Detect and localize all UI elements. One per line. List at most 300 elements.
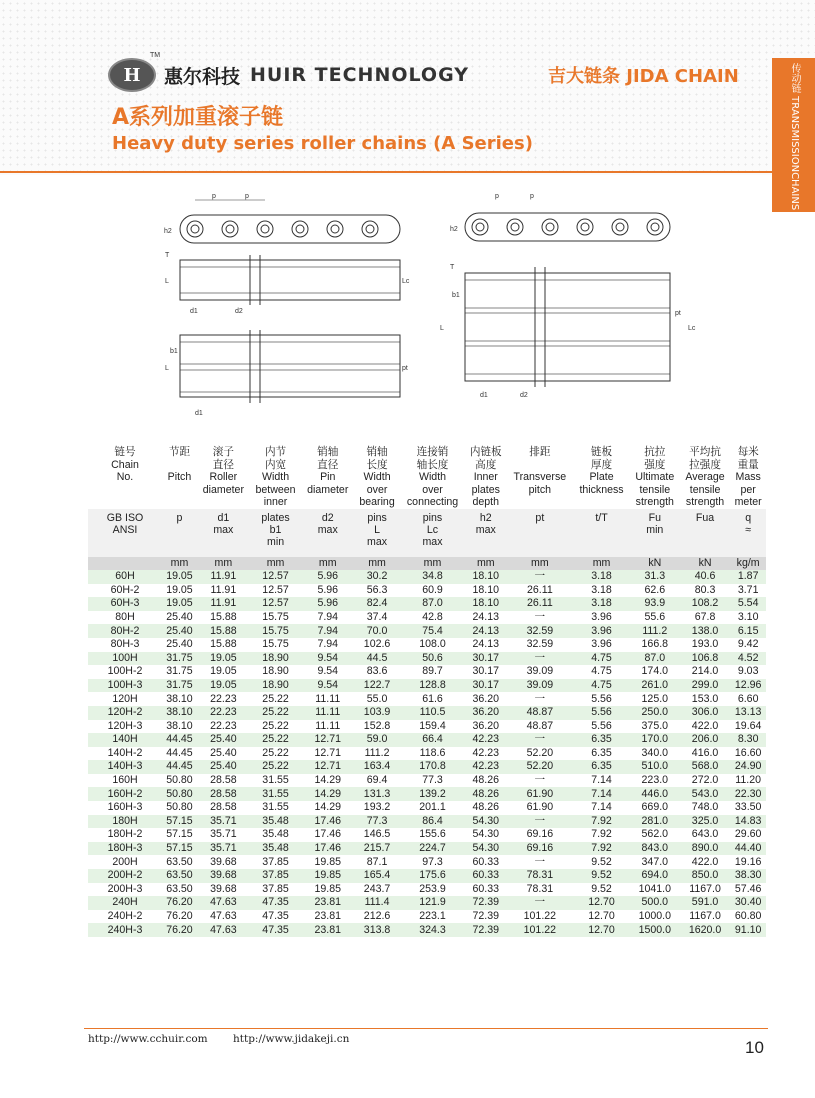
table-cell: 1041.0	[630, 883, 680, 897]
table-cell: 57.15	[162, 842, 197, 856]
label-Lc: Lc	[688, 325, 696, 332]
table-cell: 25.22	[250, 720, 301, 734]
side-view-right	[450, 193, 670, 241]
table-cell: 38.10	[162, 706, 197, 720]
table-cell: 47.35	[250, 910, 301, 924]
table-cell: 120H	[88, 692, 162, 706]
table-header-row	[88, 446, 766, 509]
table-cell: 17.46	[301, 828, 354, 842]
table-cell: 25.22	[250, 747, 301, 761]
label-Lc: Lc	[402, 278, 410, 285]
table-cell: 47.63	[197, 910, 250, 924]
table-cell: 72.39	[465, 923, 506, 937]
table-cell: 100H-3	[88, 679, 162, 693]
table-cell: 5.54	[730, 597, 766, 611]
table-cell: 链号 Chain No.	[88, 446, 162, 509]
table-cell: 224.7	[400, 842, 465, 856]
brand-name-cn: 惠尔科技	[164, 65, 241, 88]
table-row	[88, 801, 766, 815]
table-cell: 一	[506, 815, 573, 829]
table-cell: 25.40	[162, 624, 197, 638]
table-cell: 206.0	[680, 733, 731, 747]
table-cell: 78.31	[506, 883, 573, 897]
table-cell: 165.4	[354, 869, 400, 883]
table-cell: 174.0	[630, 665, 680, 679]
table-cell: 180H	[88, 815, 162, 829]
table-cell: 57.15	[162, 828, 197, 842]
table-cell: 4.75	[573, 652, 630, 666]
table-cell: 200H-2	[88, 869, 162, 883]
table-cell: 54.30	[465, 828, 506, 842]
table-cell: 47.63	[197, 923, 250, 937]
table-cell: 28.58	[197, 787, 250, 801]
table-cell: 35.71	[197, 828, 250, 842]
table-cell: 一	[506, 570, 573, 584]
table-cell: kN	[680, 557, 731, 570]
table-cell: 一	[506, 774, 573, 788]
table-cell: 78.31	[506, 869, 573, 883]
table-cell: 11.11	[301, 692, 354, 706]
trademark-mark: TM	[150, 52, 161, 59]
table-cell: 9.54	[301, 652, 354, 666]
table-cell: 42.23	[465, 733, 506, 747]
table-cell: 60H	[88, 570, 162, 584]
table-cell: 38.10	[162, 692, 197, 706]
table-cell: mm	[400, 557, 465, 570]
table-cell: d2 max	[301, 509, 354, 557]
table-cell: 26.11	[506, 584, 573, 598]
table-units-row	[88, 557, 766, 570]
table-cell: 240H	[88, 896, 162, 910]
table-row	[88, 570, 766, 584]
table-row	[88, 815, 766, 829]
table-cell: 7.14	[573, 774, 630, 788]
table-cell: 108.0	[400, 638, 465, 652]
table-cell: 18.10	[465, 570, 506, 584]
table-cell: 18.10	[465, 597, 506, 611]
footer-url-2[interactable]: http://www.jidakeji.cn	[233, 1033, 350, 1045]
table-cell: 9.54	[301, 665, 354, 679]
label-p: p	[245, 193, 249, 200]
table-cell: 60.33	[465, 883, 506, 897]
table-cell: 240H-3	[88, 923, 162, 937]
table-cell: 138.0	[680, 624, 731, 638]
table-cell: 140H-2	[88, 747, 162, 761]
table-cell: 内链板 高度 Inner plates depth	[465, 446, 506, 509]
table-cell: 106.8	[680, 652, 731, 666]
table-cell: 一	[506, 855, 573, 869]
table-cell: 39.09	[506, 665, 573, 679]
table-cell: plates b1 min	[250, 509, 301, 557]
table-cell: 48.26	[465, 774, 506, 788]
table-cell: 19.05	[162, 570, 197, 584]
chain-technical-drawings	[140, 185, 700, 425]
table-cell: 15.75	[250, 611, 301, 625]
table-cell: 101.22	[506, 923, 573, 937]
table-cell: 69.16	[506, 842, 573, 856]
table-cell: 166.8	[630, 638, 680, 652]
table-cell: 313.8	[354, 923, 400, 937]
table-cell: 32.59	[506, 624, 573, 638]
table-cell: 160H-2	[88, 787, 162, 801]
footer-divider	[84, 1028, 768, 1029]
table-cell: 6.35	[573, 747, 630, 761]
table-cell: 111.2	[354, 747, 400, 761]
table-cell: 240H-2	[88, 910, 162, 924]
table-cell: 31.75	[162, 652, 197, 666]
table-cell: 7.92	[573, 842, 630, 856]
table-cell: 272.0	[680, 774, 731, 788]
table-cell: 35.71	[197, 815, 250, 829]
table-cell: 47.35	[250, 896, 301, 910]
table-cell: 44.40	[730, 842, 766, 856]
table-cell: 3.18	[573, 597, 630, 611]
table-row	[88, 733, 766, 747]
table-cell: 30.17	[465, 679, 506, 693]
table-cell: 131.3	[354, 787, 400, 801]
table-cell: 19.85	[301, 883, 354, 897]
table-cell: 5.96	[301, 570, 354, 584]
table-cell: 48.87	[506, 720, 573, 734]
table-cell: 140H-3	[88, 760, 162, 774]
table-cell: 69.4	[354, 774, 400, 788]
table-cell: 63.50	[162, 883, 197, 897]
table-cell: 3.10	[730, 611, 766, 625]
label-d1: d1	[195, 410, 203, 417]
table-cell: 36.20	[465, 692, 506, 706]
table-cell: 75.4	[400, 624, 465, 638]
table-cell: 102.6	[354, 638, 400, 652]
table-cell: 17.46	[301, 815, 354, 829]
table-cell: 340.0	[630, 747, 680, 761]
table-cell: 111.4	[354, 896, 400, 910]
table-cell: 101.22	[506, 910, 573, 924]
table-cell: 15.88	[197, 638, 250, 652]
table-cell: 25.22	[250, 692, 301, 706]
table-cell: GB ISO ANSI	[88, 509, 162, 557]
table-cell: 19.16	[730, 855, 766, 869]
table-cell: 6.35	[573, 733, 630, 747]
table-cell: 30.40	[730, 896, 766, 910]
table-cell: 243.7	[354, 883, 400, 897]
table-cell: 9.52	[573, 883, 630, 897]
table-cell: 16.60	[730, 747, 766, 761]
label-T: T	[165, 252, 170, 259]
page-title-cn: A系列加重滚子链	[112, 105, 284, 130]
table-cell: 214.0	[680, 665, 731, 679]
table-cell: 100H-2	[88, 665, 162, 679]
table-cell: 7.14	[573, 801, 630, 815]
table-cell: 5.56	[573, 706, 630, 720]
table-cell: 34.8	[400, 570, 465, 584]
table-cell: 111.2	[630, 624, 680, 638]
table-cell: 261.0	[630, 679, 680, 693]
table-cell: 1.87	[730, 570, 766, 584]
table-cell: 15.88	[197, 611, 250, 625]
label-L: L	[440, 325, 444, 332]
table-cell: 7.94	[301, 624, 354, 638]
table-cell: 48.26	[465, 787, 506, 801]
table-row	[88, 665, 766, 679]
table-cell: 91.10	[730, 923, 766, 937]
page-number: 10	[745, 1038, 764, 1057]
table-cell: 3.96	[573, 638, 630, 652]
table-cell: 4.52	[730, 652, 766, 666]
table-cell: 32.59	[506, 638, 573, 652]
label-p: p	[495, 193, 499, 200]
table-row	[88, 855, 766, 869]
table-cell: 6.15	[730, 624, 766, 638]
table-cell: 843.0	[630, 842, 680, 856]
table-cell: 24.13	[465, 638, 506, 652]
table-cell: 108.2	[680, 597, 731, 611]
table-cell: 9.03	[730, 665, 766, 679]
table-cell: 193.2	[354, 801, 400, 815]
table-cell: 200H	[88, 855, 162, 869]
table-cell: 每米 重量 Mass per meter	[730, 446, 766, 509]
table-cell: 31.75	[162, 665, 197, 679]
table-cell: 19.05	[162, 584, 197, 598]
table-cell: d1 max	[197, 509, 250, 557]
table-cell: 76.20	[162, 910, 197, 924]
table-row	[88, 692, 766, 706]
table-row	[88, 869, 766, 883]
table-cell: 12.70	[573, 910, 630, 924]
table-cell: 5.96	[301, 597, 354, 611]
table-cell: 159.4	[400, 720, 465, 734]
table-cell: 42.8	[400, 611, 465, 625]
table-cell: 591.0	[680, 896, 731, 910]
table-cell: 748.0	[680, 801, 731, 815]
table-cell: 61.6	[400, 692, 465, 706]
table-cell: 103.9	[354, 706, 400, 720]
table-symbol-row	[88, 509, 766, 557]
label-T: T	[450, 264, 455, 271]
table-cell: 87.0	[630, 652, 680, 666]
table-row	[88, 842, 766, 856]
table-cell: 60.33	[465, 869, 506, 883]
table-cell: 50.80	[162, 774, 197, 788]
table-cell	[88, 557, 162, 570]
table-cell: 37.85	[250, 883, 301, 897]
table-cell: 212.6	[354, 910, 400, 924]
table-cell: 87.0	[400, 597, 465, 611]
table-cell: mm	[506, 557, 573, 570]
table-cell: 223.0	[630, 774, 680, 788]
table-row	[88, 706, 766, 720]
brand-name-en: HUIR TECHNOLOGY	[250, 64, 470, 86]
table-row	[88, 883, 766, 897]
table-cell: pt	[506, 509, 573, 557]
table-cell: 47.63	[197, 896, 250, 910]
table-cell: 14.29	[301, 801, 354, 815]
table-cell: 15.88	[197, 624, 250, 638]
footer-url-1[interactable]: http://www.cchuir.com	[88, 1033, 208, 1045]
label-p: p	[212, 193, 216, 200]
table-cell: 155.6	[400, 828, 465, 842]
plan-view-single	[165, 252, 410, 315]
table-cell: 7.92	[573, 815, 630, 829]
table-cell: p	[162, 509, 197, 557]
table-cell: 48.87	[506, 706, 573, 720]
table-cell: 1500.0	[630, 923, 680, 937]
table-cell: 77.3	[354, 815, 400, 829]
table-cell: 55.0	[354, 692, 400, 706]
table-cell: 3.18	[573, 584, 630, 598]
table-cell: 146.5	[354, 828, 400, 842]
table-cell: 8.30	[730, 733, 766, 747]
table-cell: 60H-3	[88, 597, 162, 611]
table-cell: 9.52	[573, 855, 630, 869]
table-cell: 33.50	[730, 801, 766, 815]
table-cell: 36.20	[465, 706, 506, 720]
table-cell: 122.7	[354, 679, 400, 693]
table-cell: 80H-2	[88, 624, 162, 638]
table-cell: 54.30	[465, 842, 506, 856]
table-cell: 7.94	[301, 638, 354, 652]
table-cell: 510.0	[630, 760, 680, 774]
table-cell: 37.85	[250, 869, 301, 883]
table-cell: 25.22	[250, 733, 301, 747]
page-title-en: Heavy duty series roller chains (A Series)	[112, 133, 533, 154]
table-cell: 5.56	[573, 720, 630, 734]
table-cell: 48.26	[465, 801, 506, 815]
table-cell: 12.57	[250, 597, 301, 611]
label-L: L	[165, 365, 169, 372]
table-cell: 平均抗 拉强度 Average tensile strength	[680, 446, 731, 509]
table-cell: mm	[354, 557, 400, 570]
table-cell: 23.81	[301, 910, 354, 924]
table-cell: 1167.0	[680, 883, 731, 897]
label-d2: d2	[235, 308, 243, 315]
table-cell: 38.30	[730, 869, 766, 883]
table-cell: 60.9	[400, 584, 465, 598]
table-cell: 40.6	[680, 570, 731, 584]
table-cell: 44.45	[162, 747, 197, 761]
table-cell: 11.91	[197, 570, 250, 584]
table-cell: 35.48	[250, 842, 301, 856]
table-cell: 77.3	[400, 774, 465, 788]
table-cell: 23.81	[301, 896, 354, 910]
table-cell: 215.7	[354, 842, 400, 856]
table-cell: 250.0	[630, 706, 680, 720]
table-cell: 31.3	[630, 570, 680, 584]
table-cell: 299.0	[680, 679, 731, 693]
table-cell: 562.0	[630, 828, 680, 842]
jida-chain-brand: 吉大链条 JIDA CHAIN	[548, 66, 739, 87]
table-cell: 11.11	[301, 706, 354, 720]
table-row	[88, 896, 766, 910]
table-cell: 滚子 直径 Roller diameter	[197, 446, 250, 509]
table-cell: mm	[573, 557, 630, 570]
table-cell: 140H	[88, 733, 162, 747]
table-cell: 253.9	[400, 883, 465, 897]
table-cell: 22.30	[730, 787, 766, 801]
header-divider	[0, 171, 772, 173]
table-cell: 543.0	[680, 787, 731, 801]
table-row	[88, 747, 766, 761]
table-row	[88, 638, 766, 652]
table-cell: 一	[506, 733, 573, 747]
table-cell: 12.71	[301, 747, 354, 761]
table-cell: 35.71	[197, 842, 250, 856]
table-cell: 11.91	[197, 584, 250, 598]
label-pt: pt	[675, 310, 681, 317]
table-cell: 50.80	[162, 787, 197, 801]
table-cell: 6.60	[730, 692, 766, 706]
table-cell: Fu min	[630, 509, 680, 557]
table-cell: 44.5	[354, 652, 400, 666]
table-cell: 44.45	[162, 733, 197, 747]
table-cell: 669.0	[630, 801, 680, 815]
table-cell: 12.96	[730, 679, 766, 693]
table-cell: 24.13	[465, 611, 506, 625]
table-cell: 72.39	[465, 896, 506, 910]
table-cell: 25.22	[250, 706, 301, 720]
table-cell: 排距 Transverse pitch	[506, 446, 573, 509]
table-cell: 25.40	[162, 638, 197, 652]
table-cell: 12.57	[250, 570, 301, 584]
table-cell: 18.10	[465, 584, 506, 598]
table-cell: 一	[506, 611, 573, 625]
logo	[108, 58, 469, 92]
table-cell: 31.55	[250, 787, 301, 801]
table-cell: t/T	[573, 509, 630, 557]
table-row	[88, 828, 766, 842]
table-row	[88, 624, 766, 638]
table-cell: 87.1	[354, 855, 400, 869]
table-cell: 19.05	[197, 652, 250, 666]
logo-mark: H	[108, 58, 156, 92]
table-cell: 60.80	[730, 910, 766, 924]
table-cell: 11.20	[730, 774, 766, 788]
table-cell: 152.8	[354, 720, 400, 734]
side-view-single	[164, 193, 400, 243]
table-cell: 19.05	[197, 679, 250, 693]
table-cell: 47.35	[250, 923, 301, 937]
table-row	[88, 679, 766, 693]
table-cell: 57.15	[162, 815, 197, 829]
table-cell: 13.13	[730, 706, 766, 720]
table-cell: 22.23	[197, 720, 250, 734]
table-cell: 422.0	[680, 855, 731, 869]
table-cell: 42.23	[465, 747, 506, 761]
table-cell: 120H-2	[88, 706, 162, 720]
table-cell: 180H-3	[88, 842, 162, 856]
table-cell: kg/m	[730, 557, 766, 570]
table-cell: Fua	[680, 509, 731, 557]
table-cell: 30.2	[354, 570, 400, 584]
table-cell: 连接销 轴长度 Width over connecting	[400, 446, 465, 509]
table-cell: 11.11	[301, 720, 354, 734]
table-cell: 22.23	[197, 706, 250, 720]
table-row	[88, 910, 766, 924]
table-cell: 29.60	[730, 828, 766, 842]
table-cell: 销轴 直径 Pin diameter	[301, 446, 354, 509]
table-cell: 38.10	[162, 720, 197, 734]
table-cell: 61.90	[506, 787, 573, 801]
table-cell: 内节 内宽 Width between inner	[250, 446, 301, 509]
table-row	[88, 597, 766, 611]
table-cell: 120H-3	[88, 720, 162, 734]
table-cell: 39.68	[197, 869, 250, 883]
table-cell: 170.0	[630, 733, 680, 747]
table-cell: 24.90	[730, 760, 766, 774]
table-cell: 7.92	[573, 828, 630, 842]
table-cell: 30.17	[465, 652, 506, 666]
label-p: p	[530, 193, 534, 200]
table-cell: 14.29	[301, 787, 354, 801]
